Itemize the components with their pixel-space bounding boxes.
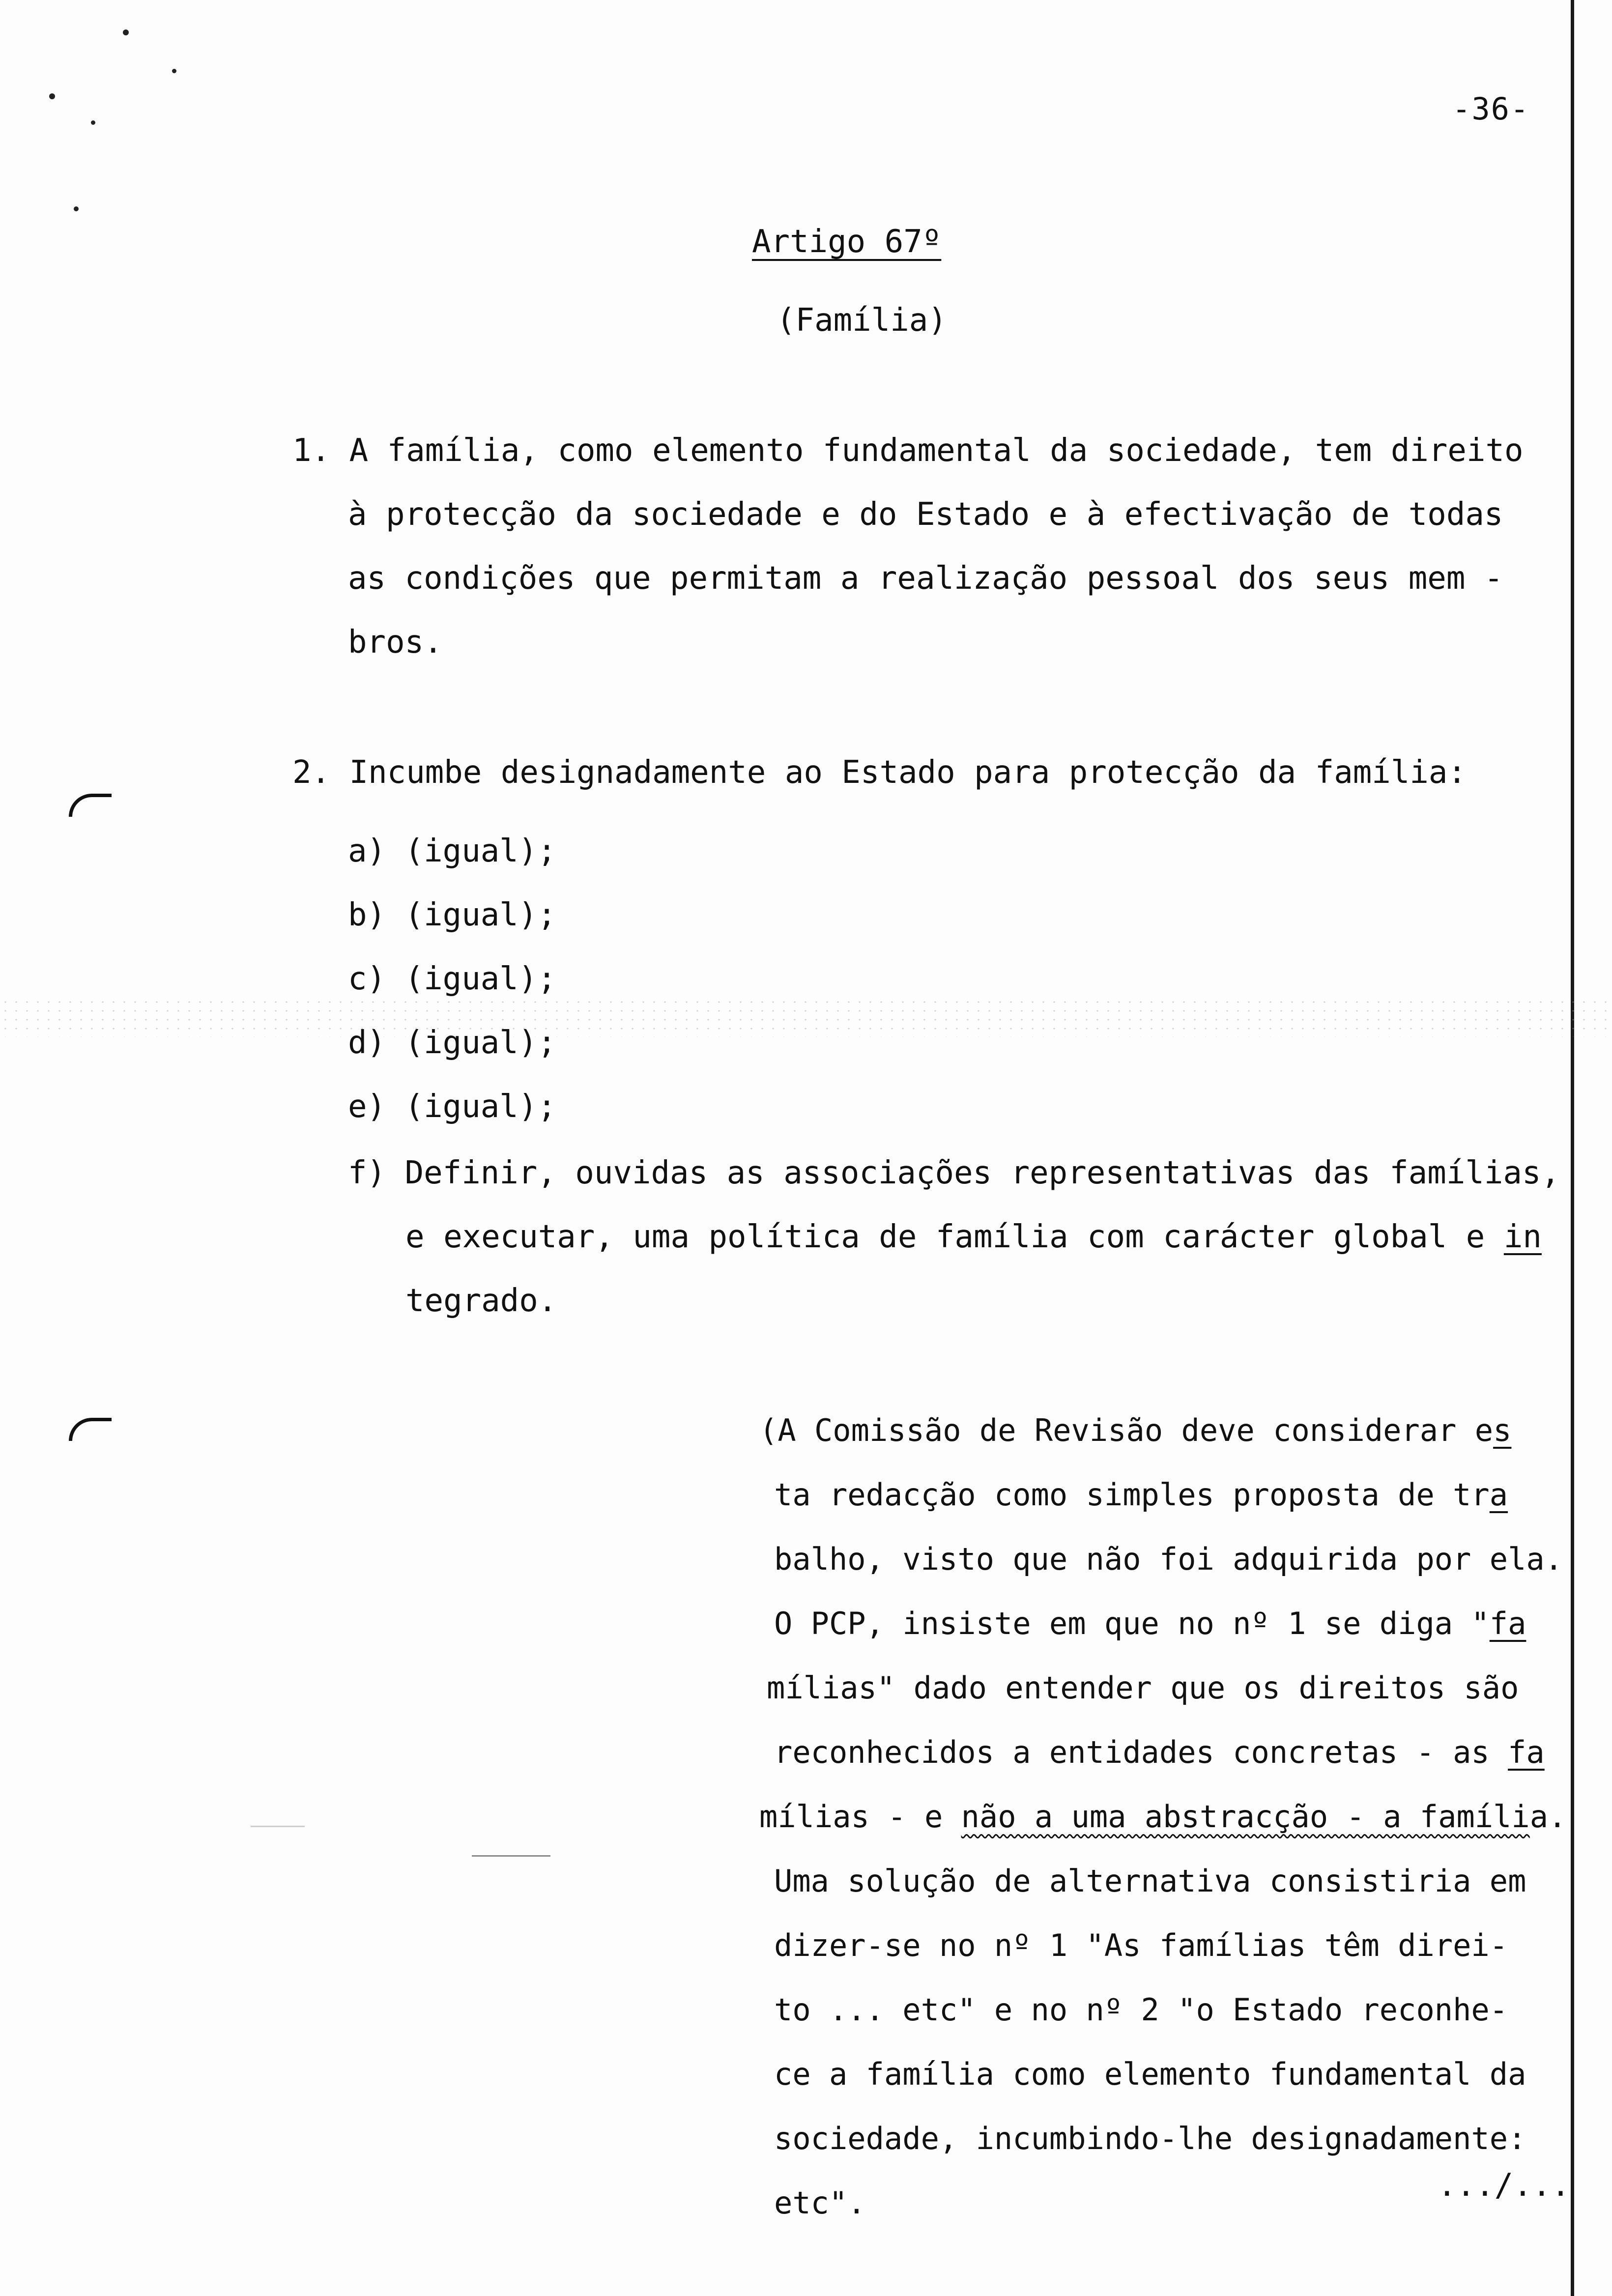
note-line bbox=[767, 1670, 1519, 1706]
note-line-text: balho, visto que não foi adquirida por ela. bbox=[774, 1541, 1563, 1577]
item1-line: as condições que permitam a realização pessoal dos seus mem - bbox=[348, 560, 1503, 597]
item1-line: à protecção da sociedade e do Estado e à efectivação de todas bbox=[348, 496, 1503, 533]
scan-speck bbox=[91, 120, 95, 125]
item2-subitem: c) (igual); bbox=[348, 961, 556, 997]
note-underlined: a bbox=[1489, 1477, 1508, 1513]
scan-speck bbox=[172, 69, 176, 73]
note-line-text: Uma solução de alternativa consistiria em bbox=[774, 1863, 1526, 1899]
note-line-text: ce a família como elemento fundamental da bbox=[774, 2056, 1526, 2092]
page-edge-border bbox=[1571, 0, 1574, 2296]
item2-f-line bbox=[405, 1221, 1542, 1253]
note-line-text: dizer-se no nº 1 "As famílias têm direi- bbox=[774, 1927, 1508, 1963]
note-line bbox=[774, 1734, 1545, 1770]
item1-line: bros. bbox=[348, 624, 443, 660]
item2-f-line: f) Definir, ouvidas as associações representativas das famílias, bbox=[348, 1155, 1560, 1191]
note-line bbox=[759, 1412, 1512, 1448]
binding-mark bbox=[69, 1418, 112, 1441]
faint-scan-line bbox=[472, 1855, 550, 1857]
note-line-text: sociedade, incumbindo-lhe designadamente: bbox=[774, 2121, 1526, 2156]
item2-f-line-text: e executar, uma política de família com carácter global e bbox=[405, 1219, 1504, 1255]
article-title: Artigo 67º bbox=[752, 224, 942, 260]
item2-intro: 2. Incumbe designadamente ao Estado para protecção da família: bbox=[292, 754, 1467, 791]
note-line-text: O PCP, insiste em que no nº 1 se diga " bbox=[774, 1606, 1490, 1641]
note-underlined: fa bbox=[1508, 1734, 1545, 1770]
page-number: -36- bbox=[1452, 91, 1530, 127]
note-line-text: mílias" dado entender que os direitos são bbox=[767, 1670, 1519, 1706]
note-line bbox=[774, 2121, 1526, 2156]
scan-noise-band bbox=[0, 998, 1612, 1037]
note-line-text: reconhecidos a entidades concretas - as bbox=[774, 1734, 1508, 1770]
note-line-text: (A Comissão de Revisão deve considerar e bbox=[759, 1412, 1494, 1448]
item2-subitem: b) (igual); bbox=[348, 897, 556, 933]
note-line bbox=[774, 1863, 1526, 1899]
item2-f-line: tegrado. bbox=[405, 1283, 557, 1319]
note-line bbox=[774, 1541, 1563, 1577]
note-underlined: fa bbox=[1489, 1606, 1526, 1641]
note-line bbox=[759, 1799, 1567, 1835]
scan-speck bbox=[123, 29, 129, 35]
note-line-text: mílias - e bbox=[759, 1799, 961, 1835]
item2-f-underlined: in bbox=[1503, 1219, 1542, 1255]
note-underlined: s bbox=[1493, 1412, 1512, 1448]
note-line bbox=[774, 2056, 1526, 2092]
article-subtitle: (Família) bbox=[777, 302, 947, 339]
item2-subitem: e) (igual); bbox=[348, 1089, 556, 1125]
note-line-text: to ... etc" e no nº 2 "o Estado reconhe- bbox=[774, 1992, 1508, 2028]
scan-speck bbox=[49, 93, 55, 99]
note-line-text: etc". bbox=[774, 2185, 866, 2221]
faint-scan-line bbox=[251, 1826, 305, 1827]
item2-subitem: a) (igual); bbox=[348, 833, 556, 869]
note-line bbox=[774, 1477, 1508, 1513]
item1-line: 1. A família, como elemento fundamental da sociedade, tem direito bbox=[292, 432, 1524, 469]
note-line bbox=[774, 1927, 1508, 1963]
binding-mark bbox=[69, 794, 112, 817]
note-line bbox=[774, 1992, 1508, 2028]
note-line-text: ta redacção como simples proposta de tr bbox=[774, 1477, 1490, 1513]
item2-subitem: d) (igual); bbox=[348, 1025, 556, 1061]
scan-speck bbox=[74, 206, 79, 211]
note-line bbox=[774, 1608, 1526, 1639]
note-line bbox=[774, 2185, 866, 2221]
note-wavy-underline: não a uma abstracção - a famíli bbox=[961, 1799, 1530, 1835]
continuation-mark: .../... bbox=[1438, 2167, 1570, 2204]
note-line-tail: a. bbox=[1529, 1799, 1567, 1835]
